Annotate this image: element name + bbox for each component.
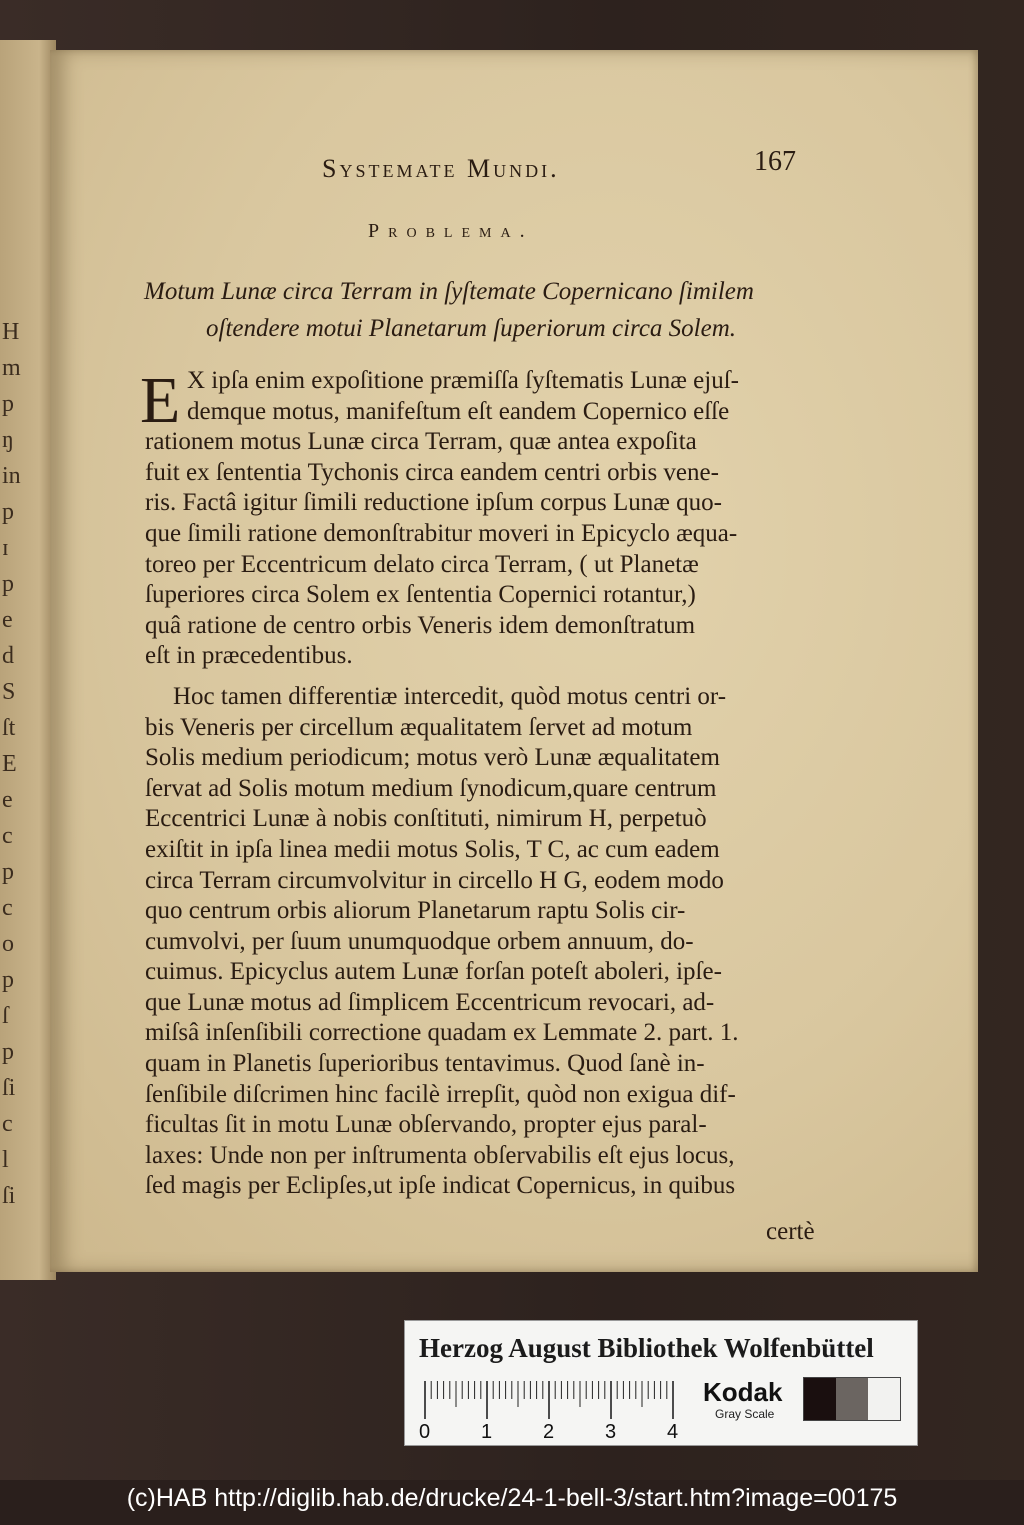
prev-page-fragment: ſt bbox=[2, 715, 16, 741]
text-line: Hoc tamen differentiæ intercedit, quòd motus centri or- bbox=[173, 682, 727, 710]
prev-page-fragment: o bbox=[2, 931, 14, 957]
kodak-logo: Kodak bbox=[703, 1377, 783, 1407]
book-page bbox=[50, 50, 978, 1272]
prev-page-fragment: m bbox=[2, 355, 21, 381]
text-line: eſt in præcedentibus. bbox=[145, 642, 353, 670]
prev-page-fragment: d bbox=[2, 643, 14, 669]
gray-patch bbox=[868, 1378, 900, 1420]
subtitle-line: Motum Lunæ circa Terram in ſyſtemate Copernicano ſimilem bbox=[144, 278, 754, 305]
prev-page-fragment: e bbox=[2, 787, 13, 813]
prev-page-fragment: p bbox=[2, 571, 14, 597]
text-line: quâ ratione de centro orbis Veneris idem demonſtratum bbox=[145, 611, 696, 639]
prev-page-fragment: p bbox=[2, 859, 14, 885]
gray-patch bbox=[836, 1378, 868, 1420]
prev-page-fragment: E bbox=[2, 751, 17, 777]
catchword: certè bbox=[766, 1218, 815, 1245]
body-text bbox=[145, 366, 805, 1202]
library-name: Herzog August Bibliothek Wolfenbüttel bbox=[419, 1333, 874, 1363]
prev-page-fragment: c bbox=[2, 823, 13, 849]
text-line: bis Veneris per circellum æqualitatem ſervet ad motum bbox=[145, 713, 693, 741]
text-line: que Lunæ motus ad ſimplicem Eccentricum revocari, ad- bbox=[145, 988, 715, 1016]
page-number: 167 bbox=[754, 146, 796, 177]
gray-scale-patches bbox=[803, 1377, 901, 1421]
running-head: Systemate Mundi. bbox=[322, 154, 560, 183]
text-line: cumvolvi, per ſuum unumquodque orbem annuum, do- bbox=[145, 927, 694, 955]
text-line: Eccentrici Lunæ à nobis conſtituti, nimirum H, perpetuò bbox=[145, 805, 707, 833]
drop-cap: E bbox=[140, 364, 181, 437]
color-target-card bbox=[404, 1320, 918, 1446]
text-line: toreo per Eccentricum delato circa Terram, ( ut Planetæ bbox=[145, 550, 699, 578]
text-line: X ipſa enim expoſitione præmiſſa ſyſtematis Lunæ ejuſ- bbox=[187, 367, 739, 394]
text-line: laxes: Unde non per inſtrumenta obſervabilis eſt ejus locus, bbox=[145, 1141, 735, 1169]
prev-page-fragment: in bbox=[2, 463, 21, 489]
text-line: cuimus. Epicyclus autem Lunæ forſan poteſt aboleri, ipſe- bbox=[145, 958, 722, 986]
prev-page-fragment: p bbox=[2, 967, 14, 993]
text-line: ſuperiores circa Solem ex ſententia Copernici rotantur,) bbox=[145, 581, 696, 609]
prev-page-fragment: l bbox=[2, 1147, 9, 1173]
scale-number: 2 bbox=[543, 1421, 555, 1443]
text-line: exiſtit in ipſa linea medii motus Solis, T C, ac cum eadem bbox=[145, 835, 720, 863]
prev-page-fragment: p bbox=[2, 499, 14, 525]
text-line: que ſimili ratione demonſtrabitur moveri in Epicyclo æqua- bbox=[145, 519, 738, 547]
previous-page-edge bbox=[0, 40, 56, 1280]
subtitle-line: oſtendere motui Planetarum ſuperiorum circa Solem. bbox=[206, 315, 737, 342]
section-heading: Problema. bbox=[368, 220, 534, 242]
text-line: demque motus, manifeſtum eſt eandem Copernico eſſe bbox=[187, 397, 730, 425]
scale-number: 3 bbox=[605, 1421, 617, 1443]
prev-page-fragment: p bbox=[2, 1039, 14, 1065]
prev-page-fragment: ɪ bbox=[2, 535, 9, 561]
prev-page-fragment: c bbox=[2, 895, 13, 921]
prev-page-fragment: H bbox=[2, 319, 20, 345]
prev-page-fragment: ſ bbox=[2, 1003, 9, 1029]
prev-page-fragment: S bbox=[2, 679, 16, 705]
prev-page-fragment: ſi bbox=[2, 1075, 16, 1101]
prev-page-fragment: ŋ bbox=[2, 427, 14, 453]
text-line: ſenſibile diſcrimen hinc facilè irrepſit, quòd non exigua dif- bbox=[145, 1080, 736, 1108]
text-line: quam in Planetis ſuperioribus tentavimus. Quod ſanè in- bbox=[145, 1050, 705, 1078]
scale-number: 4 bbox=[667, 1421, 679, 1443]
prev-page-fragment: ſi bbox=[2, 1183, 16, 1209]
text-line: ſervat ad Solis motum medium ſynodicum,quare centrum bbox=[145, 774, 717, 802]
text-line: rationem motus Lunæ circa Terram, quæ antea expoſita bbox=[145, 428, 697, 456]
prev-page-fragment: c bbox=[2, 1111, 13, 1137]
text-line: ficultas ſit in motu Lunæ obſervando, propter ejus paral- bbox=[145, 1111, 707, 1139]
ruler-scale bbox=[419, 1379, 689, 1419]
scale-number: 0 bbox=[419, 1421, 431, 1443]
gray-patch bbox=[804, 1378, 836, 1420]
text-line: miſsâ inſenſibili correctione quadam ex Lemmate 2. part. 1. bbox=[145, 1019, 739, 1047]
text-line: Solis medium periodicum; motus verò Lunæ æqualitatem bbox=[145, 744, 720, 772]
copyright-footer: (c)HAB http://diglib.hab.de/drucke/24-1-bell-3/start.htm?image=00175 bbox=[126, 1484, 898, 1512]
prev-page-fragment: e bbox=[2, 607, 13, 633]
gray-scale-label: Gray Scale bbox=[715, 1407, 775, 1421]
text-line: quo centrum orbis aliorum Planetarum raptu Solis cir- bbox=[145, 897, 686, 925]
text-line: fuit ex ſententia Tychonis circa eandem centri orbis vene- bbox=[145, 458, 719, 486]
text-line: circa Terram circumvolvitur in circello H G, eodem modo bbox=[145, 866, 724, 894]
scale-number: 1 bbox=[481, 1421, 493, 1443]
text-line: ris. Factâ igitur ſimili reductione ipſum corpus Lunæ quo- bbox=[145, 489, 722, 517]
prev-page-fragment: p bbox=[2, 391, 14, 417]
text-line: ſed magis per Eclipſes,ut ipſe indicat Copernicus, in quibus bbox=[145, 1172, 736, 1200]
